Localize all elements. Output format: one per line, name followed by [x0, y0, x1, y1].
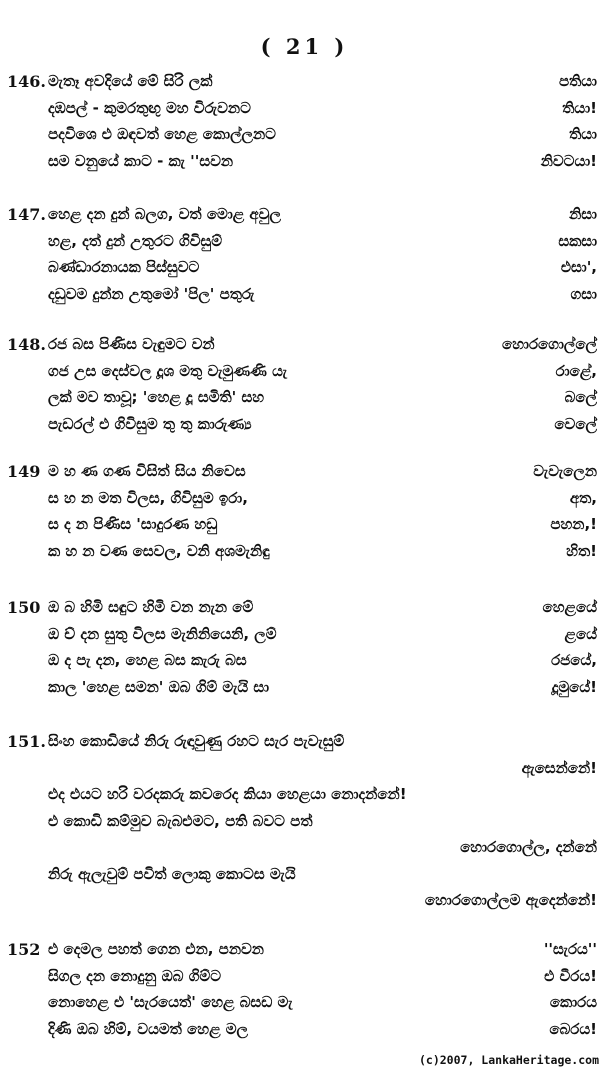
- verse-text: ස හ න මත විලස, ගිවිසුම ඉරා,: [48, 488, 248, 507]
- verse-text: දඩුවම දුන්න උතුමෝ 'පිල' පතුරු: [48, 284, 255, 303]
- verse-rhyme: අත,: [569, 488, 597, 507]
- verse-line: [48, 598, 601, 624]
- verse-rhyme: රජයේ,: [551, 651, 597, 669]
- verse-rhyme: හොරගොල්ලේ: [502, 335, 597, 353]
- verse-line: [48, 489, 601, 515]
- verse-text: නිරු ඇලැවුම් පවිත් ලොකු කොටස මැයි: [48, 864, 296, 883]
- verse-rhyme: හොරගොල්ල, දන්නේ: [460, 838, 597, 856]
- verse-text: මැතෑ අවදියේ මේ සිරි ලක්: [48, 72, 213, 90]
- verse-rhyme: හිත!: [566, 541, 597, 560]
- verse-rhyme: ළයේ: [564, 624, 597, 643]
- verse-rhyme: තියා!: [562, 98, 597, 117]
- copyright-credit: (c)2007, LankaHeritage.com: [418, 1053, 599, 1067]
- verse-line: [48, 993, 601, 1019]
- verse-text: පැඩරල් එ ගිවිසුම තු තු කාරුණ්‍ය: [48, 414, 252, 433]
- verse-line: [48, 678, 601, 704]
- verse-line: [48, 838, 601, 864]
- verse-line: [48, 891, 601, 917]
- verse-line: [48, 785, 601, 811]
- verse-rhyme: තියා: [569, 125, 597, 143]
- stanza-number: 147.: [7, 205, 46, 224]
- verse-text: ලක් මව තාවූ; 'හෙළ දූ සමිති' සහ: [48, 388, 265, 406]
- verse-line: [48, 388, 601, 414]
- verse-rhyme: හෙළයේ: [542, 598, 597, 616]
- verse-text: බණ්ඩාරනායක පිස්සුවට: [48, 258, 200, 276]
- verse-rhyme: එ වීරය!: [544, 966, 597, 985]
- verse-rhyme: හොරගොල්ලම ඇදෙන්නේ!: [424, 891, 597, 909]
- verse-line: [48, 415, 601, 441]
- stanza-number: 148.: [7, 335, 46, 354]
- verse-text: එද එයට හරි වරදකරු කවරෙද කියා හෙළයා නොදන්නේ!: [48, 785, 407, 803]
- verse-rhyme: පහන,!: [550, 515, 597, 533]
- verse-line: [48, 99, 601, 125]
- verse-text: එ දෙමල පහත් ගෙන එන, පනවන: [48, 940, 264, 958]
- verse-rhyme: ගසා: [570, 284, 597, 303]
- verse-text: ඔ ද පැ දන, හෙළ බස කැරු බස: [48, 651, 247, 669]
- verse-rhyme: බෙරය!: [549, 1019, 597, 1038]
- verse-text: ඔ ච් දන සුතු විලස මැනිනියෙනි, ලම්: [48, 624, 277, 643]
- verse-rhyme: සකසා: [558, 231, 597, 250]
- verse-text: ම හ ණ ගණ විසිත් සිය නිවෙස: [48, 462, 246, 480]
- verse-text: නොහෙළ එ 'සැරයෙත්' හෙළ බසඩ මැ: [48, 993, 293, 1011]
- verse-line: [48, 125, 601, 151]
- verse-text: ඔ බ හිමි සඳුට හිමි වන නැන මේ: [48, 598, 254, 616]
- verse-line: [48, 1020, 601, 1046]
- stanza-number: 151.: [7, 732, 46, 751]
- verse-text: කාල 'හෙළ සමන' ඔබ ගිම් මැයි සා: [48, 677, 270, 696]
- verse-rhyme: ඇසෙන්නේ!: [521, 758, 597, 777]
- verse-line: [48, 759, 601, 785]
- verse-line: [48, 258, 601, 284]
- page-number: ( 21 ): [260, 34, 349, 59]
- verse-line: [48, 732, 601, 758]
- verse-line: [48, 865, 601, 891]
- verse-rhyme: නිසා: [569, 205, 597, 223]
- verse-rhyme: බලේ: [564, 388, 597, 406]
- verse-line: [48, 285, 601, 311]
- verse-text: එ කොඩි කම්මුව බැබළුමට, පති බවට පත්: [48, 811, 313, 830]
- verse-line: [48, 515, 601, 541]
- verse-rhyme: රාළේ,: [555, 361, 597, 380]
- verse-rhyme: කොරය: [549, 993, 597, 1011]
- verse-line: [48, 362, 601, 388]
- verse-line: [48, 232, 601, 258]
- verse-line: [48, 152, 601, 178]
- verse-rhyme: වෙලේ: [554, 414, 597, 433]
- verse-text: ස ද න පිණිස 'සාදුරණ හඩු: [48, 515, 218, 533]
- verse-text: සිංහ කොඩියේ නිරු රුඳාවුණු රහට සැර පැවැසුම්: [48, 732, 345, 750]
- stanza-number: 150: [7, 598, 41, 617]
- verse-line: [48, 940, 601, 966]
- verse-rhyme: එසා',: [560, 258, 597, 276]
- verse-rhyme: වැවැලෙන: [533, 462, 597, 480]
- verse-text: හෙළ දන දුන් බලග, වත් මොළ අවුල: [48, 205, 281, 223]
- verse-line: [48, 651, 601, 677]
- stanza-number: 152: [7, 940, 41, 959]
- verse-text: සිගල දන නොදුනු ඔබ ගිම්ට: [48, 966, 221, 985]
- stanza-number: 146.: [7, 72, 46, 91]
- verse-line: [48, 542, 601, 568]
- verse-text: හළ, දත් දුන් උතුරට ගිවිසුම්: [48, 231, 223, 250]
- stanza-number: 149: [7, 462, 41, 481]
- verse-rhyme: නිවටයා!: [540, 151, 597, 170]
- verse-text: දඹපල් - කුමරතුඟු මහ විරුවනට: [48, 98, 251, 117]
- verse-text: සම වනුයේ කාට - කැ ''සවන: [48, 151, 234, 170]
- verse-line: [48, 967, 601, 993]
- verse-line: [48, 625, 601, 651]
- verse-text: ක හ න වණ සෙවල, වනි අශමැනිඳු: [48, 541, 270, 560]
- verse-text: දිණි ඔබ හිම්, වයමත් හෙළ මල: [48, 1019, 248, 1038]
- verse-line: [48, 462, 601, 488]
- verse-rhyme: ''සැරය'': [543, 940, 597, 958]
- verse-text: පදවිශෙ එ ඔඳවත් හෙළ කොල්ලනට: [48, 125, 276, 143]
- verse-rhyme: පතියා: [558, 72, 597, 90]
- verse-line: [48, 812, 601, 838]
- verse-text: රජ බස පිණිස වැඳුමට වන්: [48, 335, 215, 353]
- verse-rhyme: දූමුයේ!: [551, 677, 597, 696]
- verse-text: ගජ උස දෙස්වල දූශ මතු වැමුණණි යැ: [48, 361, 288, 380]
- verse-line: [48, 72, 601, 98]
- verse-line: [48, 335, 601, 361]
- verse-line: [48, 205, 601, 231]
